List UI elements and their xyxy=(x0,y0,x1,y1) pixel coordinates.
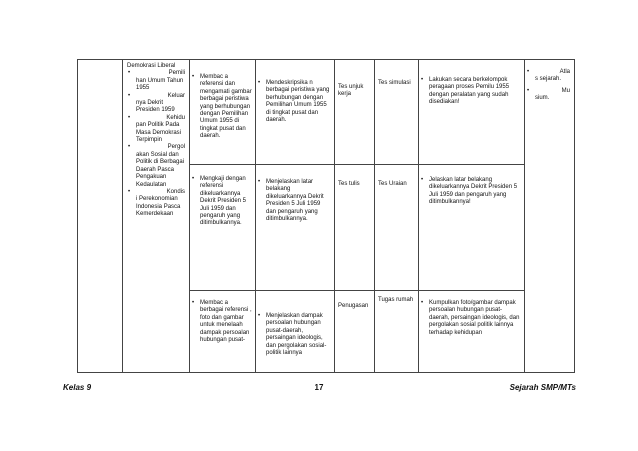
kegiatan-cell xyxy=(190,165,256,291)
footer-subject-label: Sejarah SMP/MTs xyxy=(509,383,576,392)
list-item: • Membac a berbagai referensi , foto dan gambar untuk menelaah dampak persoalan hubungan pusat- xyxy=(192,300,252,344)
bullet-icon: • xyxy=(258,313,261,319)
bullet-icon: • xyxy=(128,188,131,195)
bullet-icon: • xyxy=(421,177,424,183)
sumber-cell xyxy=(525,60,575,373)
empty-cell xyxy=(78,60,123,373)
contoh-cell xyxy=(419,165,525,291)
bullet-icon: • xyxy=(128,92,131,99)
teknik-cell: Tes tulis xyxy=(335,165,375,291)
list-item: • Mengkaji dengan referensi dikeluarkannya Dekrit Presiden 5 Juli 1959 dan pengaruh yang ditimbulkannya. xyxy=(192,176,247,227)
materi-intro: Demokrasi Liberal xyxy=(127,63,176,69)
list-item: • Pergol akan Sosial dan Politik di Berbagai Daerah Pasca Pengakuan Kedaulatan xyxy=(128,144,185,188)
contoh-cell xyxy=(419,291,525,373)
bullet-icon: • xyxy=(421,300,424,306)
list-item: • Kehidu pan Politik Pada Masa Demokrasi Terpimpin xyxy=(128,114,185,144)
bullet-icon: • xyxy=(192,176,195,182)
contoh-cell xyxy=(419,60,525,165)
list-item: • Mu sium. xyxy=(527,87,570,102)
bullet-icon: • xyxy=(258,80,261,86)
page-number: 17 xyxy=(314,383,324,392)
list-item: • Pemili han Umum Tahun 1955 xyxy=(128,70,185,92)
bullet-icon: • xyxy=(128,70,131,77)
kegiatan-cell xyxy=(190,291,256,373)
bullet-icon: • xyxy=(128,144,131,151)
bullet-icon: • xyxy=(527,87,530,94)
bullet-icon: • xyxy=(527,69,530,75)
bentuk-cell: Tugas rumah xyxy=(375,291,419,373)
list-item: • Mendeskripsika n berbagai peristiwa yang berhubungan dengan Pemilihan Umum 1955 di tingkat pusat dan daerah. xyxy=(258,80,330,124)
teknik-cell: Penugasan xyxy=(335,291,375,373)
bentuk-cell: Tes Uraian xyxy=(375,165,419,291)
list-item: • Atla s sejarah. xyxy=(527,69,570,83)
list-item: • Menjelaskan dampak persoalan hubungan pusat-daerah, persaingan ideologis, dan pergolakan sosial-politik lainnya xyxy=(258,313,327,357)
bullet-icon: • xyxy=(421,77,424,83)
kegiatan-cell xyxy=(190,60,256,165)
table-row xyxy=(78,60,575,165)
bentuk-cell: Tes simulasi xyxy=(375,60,419,165)
list-item: • Membac a referensi dan mengamati gambar berbagai peristiwa yang berhubungan dengan Pemilihan Umum 1955 di tingkat pusat dan daerah. xyxy=(192,74,252,140)
bullet-icon: • xyxy=(128,114,131,121)
indikator-cell xyxy=(256,60,335,165)
list-item: • Menjelaskan latar belakang dikeluarkannya Dekrit Presiden 5 Juli 1959 dan pengaruh yang ditimbulkannya. xyxy=(258,179,324,223)
indikator-cell xyxy=(256,291,335,373)
list-item: • Keluar nya Dekrit Presiden 1959 xyxy=(128,92,185,114)
bullet-icon: • xyxy=(192,74,195,80)
indikator-cell xyxy=(256,165,335,291)
footer-class-label: Kelas 9 xyxy=(63,383,92,392)
list-item: • Jelaskan latar belakang dikeluarkannya Dekrit Presiden 5 Juli 1959 dan pengaruh yang ditimbulkannya! xyxy=(421,177,518,206)
bullet-icon: • xyxy=(258,179,261,185)
teknik-cell: Tes unjuk kerja xyxy=(335,60,375,165)
syllabus-table xyxy=(77,59,575,373)
list-item: • Kumpulkan foto/gambar dampak persoalan hubungan pusat-daerah, persaingan ideologis, dan pergolakan sosial politik lainnya terhadap kehidupan xyxy=(421,300,520,336)
bullet-icon: • xyxy=(192,300,195,306)
list-item: • Lakukan secara berkelompok peragaan proses Pemilu 1955 dengan peralatan yang sudah disediakan! xyxy=(421,77,510,106)
list-item: • Kondis i Perekonomian Indonesia Pasca Kemerdekaan xyxy=(128,188,185,218)
materi-cell xyxy=(123,60,190,373)
